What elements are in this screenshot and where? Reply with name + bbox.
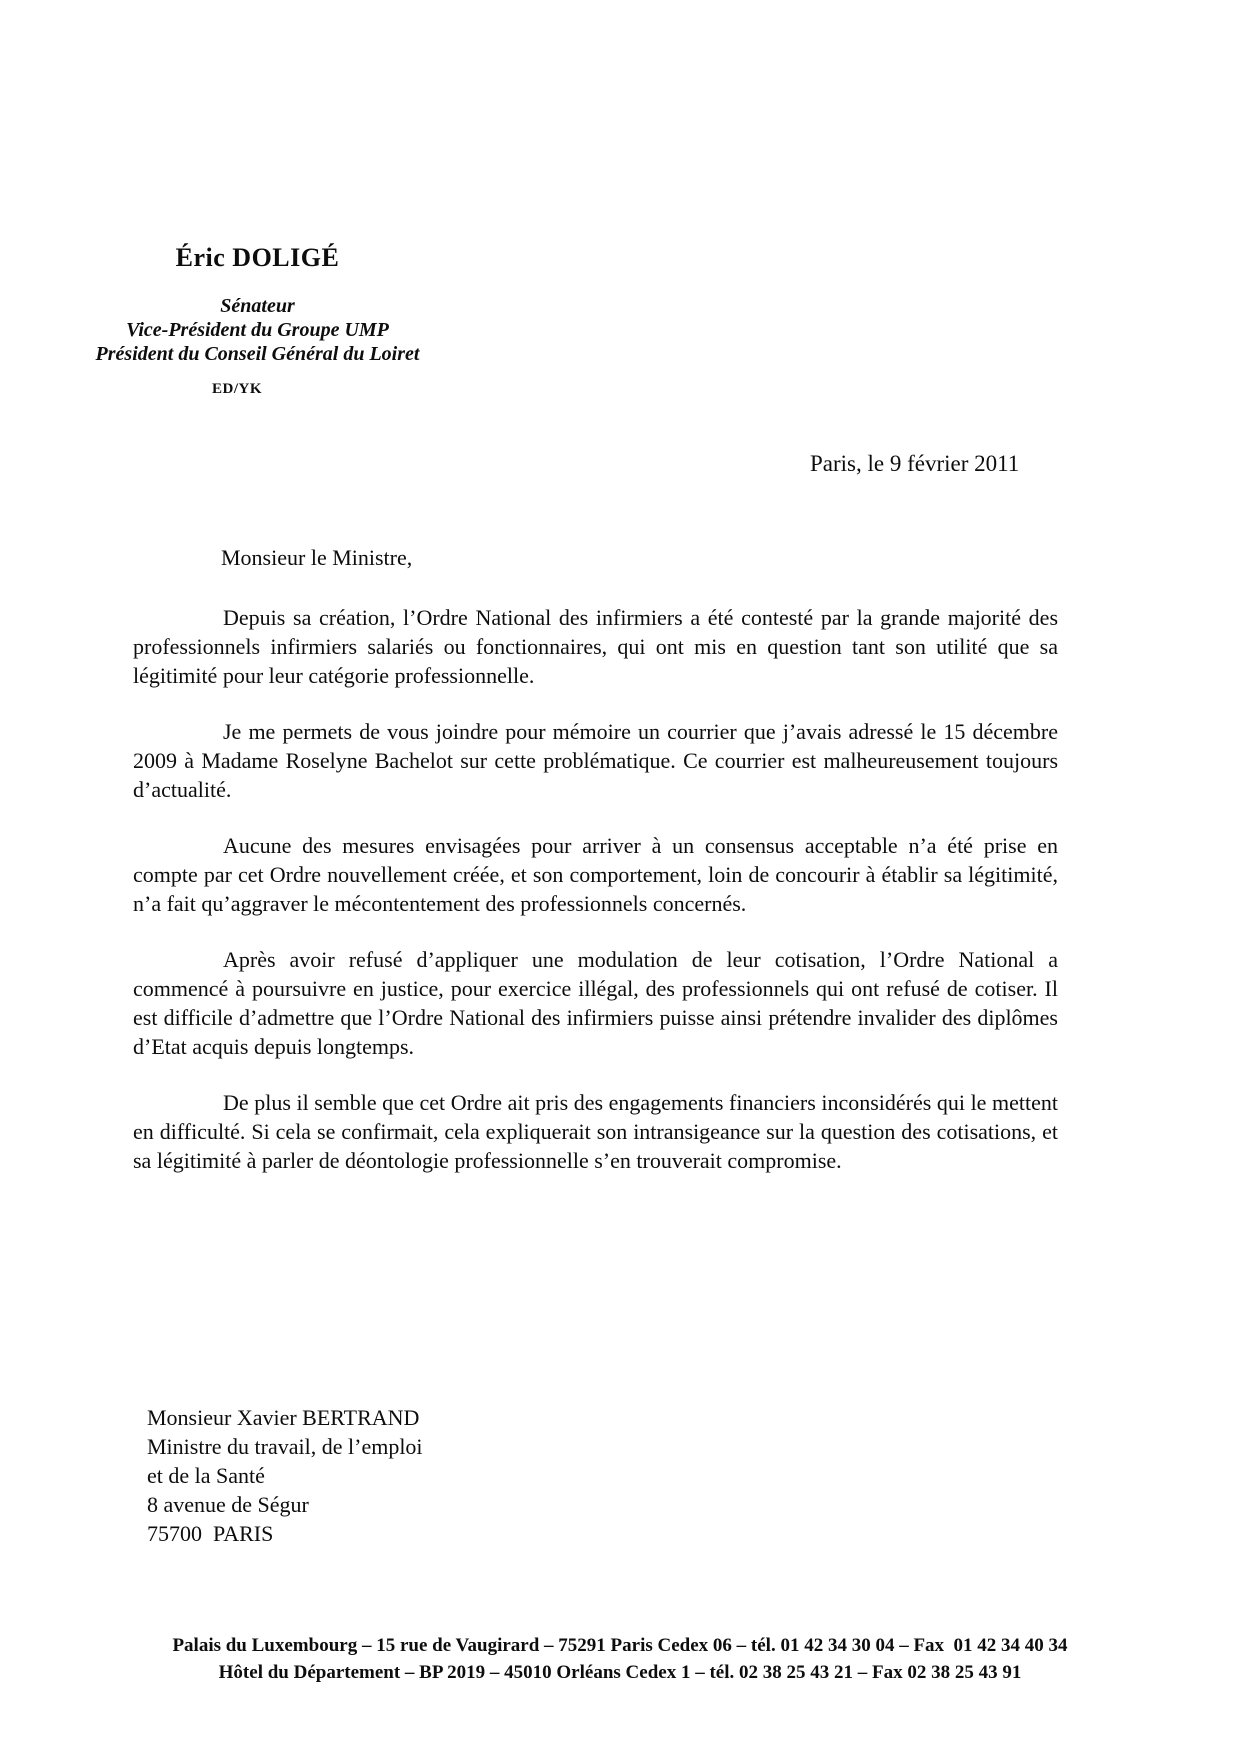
- recipient-name: Monsieur Xavier BERTRAND: [147, 1405, 420, 1430]
- recipient-title-line-1: Ministre du travail, de l’emploi: [147, 1434, 423, 1459]
- footer-address-luxembourg: Palais du Luxembourg – 15 rue de Vaugirard – 75291 Paris Cedex 06 – tél. 01 42 34 30 04 – Fax 01 42 34 40 34: [172, 1635, 1068, 1656]
- date-line: Paris, le 9 février 2011: [810, 451, 1020, 476]
- paragraph-1: Depuis sa création, l’Ordre National des infirmiers a été contesté par la grande majorité des professionnels infirmiers salariés ou fonctionnaires, qui ont mis en question tant son utilité que sa légitimité pour leur catégorie professionnelle.: [133, 605, 1058, 688]
- recipient-block: [147, 1403, 423, 1548]
- sender-title-senateur: Sénateur: [220, 295, 295, 317]
- recipient-city: 75700 PARIS: [147, 1521, 274, 1546]
- sender-title-vice-president: Vice-Président du Groupe UMP: [126, 319, 389, 341]
- paragraph-2: Je me permets de vous joindre pour mémoire un courrier que j’avais adressé le 15 décembre 2009 à Madame Roselyne Bachelot sur cette problématique. Ce courrier est malheureusement toujours d’actualité.: [133, 719, 1058, 802]
- sender-name: Éric DOLIGÉ: [175, 243, 340, 272]
- sender-title-president-conseil: Président du Conseil Général du Loiret: [95, 343, 420, 365]
- recipient-street: 8 avenue de Ségur: [147, 1492, 309, 1517]
- paragraph-4: Après avoir refusé d’appliquer une modulation de leur cotisation, l’Ordre National a commencé à poursuivre en justice, pour exercice illégal, des professionnels qui ont refusé de cotiser. Il est difficile d’admettre que l’Ordre National des infirmiers puisse ainsi prétendre invalider des diplômes d’Etat acquis depuis longtemps.: [133, 947, 1058, 1059]
- footer-address-departement: Hôtel du Département – BP 2019 – 45010 Orléans Cedex 1 – tél. 02 38 25 43 21 – Fax 02 38 25 43 91: [218, 1662, 1022, 1683]
- letterhead-footer: [0, 1632, 1240, 1686]
- paragraph-3: Aucune des mesures envisagées pour arriver à un consensus acceptable n’a été prise en compte par cet Ordre nouvellement créée, et son comportement, loin de concourir à établir sa légitimité, n’a fait qu’aggraver le mécontentement des professionnels concernés.: [133, 833, 1058, 916]
- reference-initials: ED/YK: [212, 381, 263, 397]
- sender-block: [85, 243, 430, 398]
- letter-body: [133, 543, 1058, 1202]
- recipient-title-line-2: et de la Santé: [147, 1463, 265, 1488]
- salutation: Monsieur le Ministre,: [221, 545, 413, 570]
- paragraph-5: De plus il semble que cet Ordre ait pris des engagements financiers inconsidérés qui le mettent en difficulté. Si cela se confirmait, cela expliquerait son intransigeance sur la question des cotisations, et sa légitimité à parler de déontologie professionnelle s’en trouverait compromise.: [133, 1090, 1058, 1173]
